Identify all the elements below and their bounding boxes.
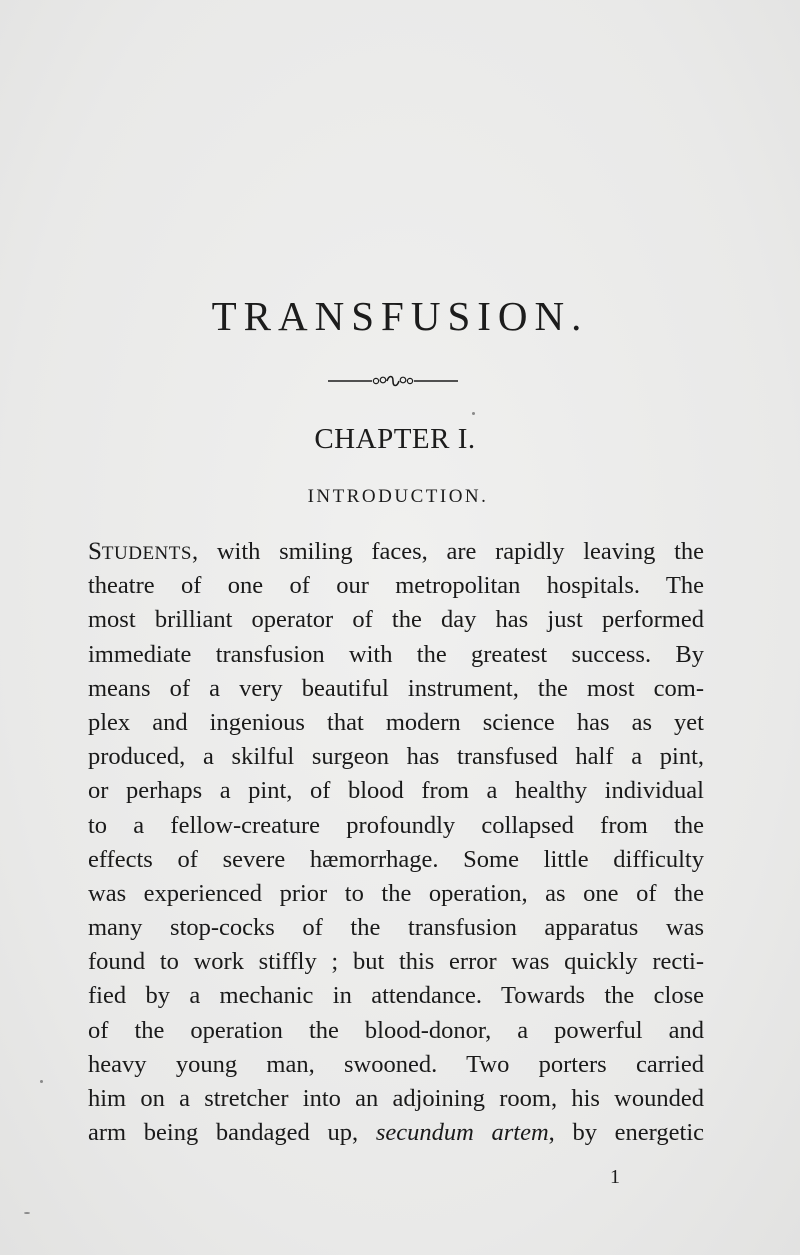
text-line: heavy young man, swooned. Two porters carried <box>88 1050 704 1078</box>
line-end: , by energetic <box>548 1119 705 1147</box>
paper-speck <box>40 1080 43 1083</box>
page-number: 1 <box>610 1166 620 1188</box>
text-line: found to work stiffly ; but this error was quickly recti- <box>88 948 704 976</box>
text-line: to a fellow-creature profoundly collapsed from the <box>88 811 704 839</box>
body-text <box>88 535 704 1150</box>
text-line: most brilliant operator of the day has just performed <box>88 606 704 634</box>
text-line: effects of severe hæmorrhage. Some little difficulty <box>88 845 704 873</box>
text-line-1 <box>88 535 704 569</box>
text-line: means of a very beautiful instrument, the most com- <box>88 674 704 702</box>
text-line: or perhaps a pint, of blood from a healthy individual <box>88 777 704 805</box>
chapter-heading: CHAPTER I. <box>314 423 476 455</box>
line-start: arm being bandaged up, <box>88 1119 376 1147</box>
text-line: produced, a skilful surgeon has transfused half a pint, <box>88 743 704 771</box>
text-line: theatre of one of our metropolitan hospitals. The <box>88 572 704 600</box>
small-caps-word: TUDENTS <box>101 543 192 564</box>
paper-speck <box>472 412 475 415</box>
text-line: him on a stretcher into an adjoining room, his wounded <box>88 1085 704 1112</box>
chapter-subtitle: INTRODUCTION. <box>307 486 489 507</box>
text-line: of the operation the blood-donor, a powerful and <box>88 1016 704 1044</box>
text-line: immediate transfusion with the greatest success. By <box>88 640 704 668</box>
line-remainder: , with smiling faces, are rapidly leaving the <box>191 538 704 565</box>
italic-phrase: secundum artem <box>375 1119 549 1147</box>
ornament-divider <box>328 372 458 390</box>
book-title: TRANSFUSION. <box>211 293 589 339</box>
text-line-last <box>88 1116 704 1150</box>
text-line: plex and ingenious that modern science has as yet <box>88 708 704 736</box>
text-line: fied by a mechanic in attendance. Towards the close <box>88 982 704 1010</box>
text-line: was experienced prior to the operation, as one of the <box>88 879 704 907</box>
drop-capital: S <box>88 538 102 565</box>
text-line: many stop-cocks of the transfusion apparatus was <box>88 914 704 942</box>
paper-speck <box>24 1212 30 1214</box>
